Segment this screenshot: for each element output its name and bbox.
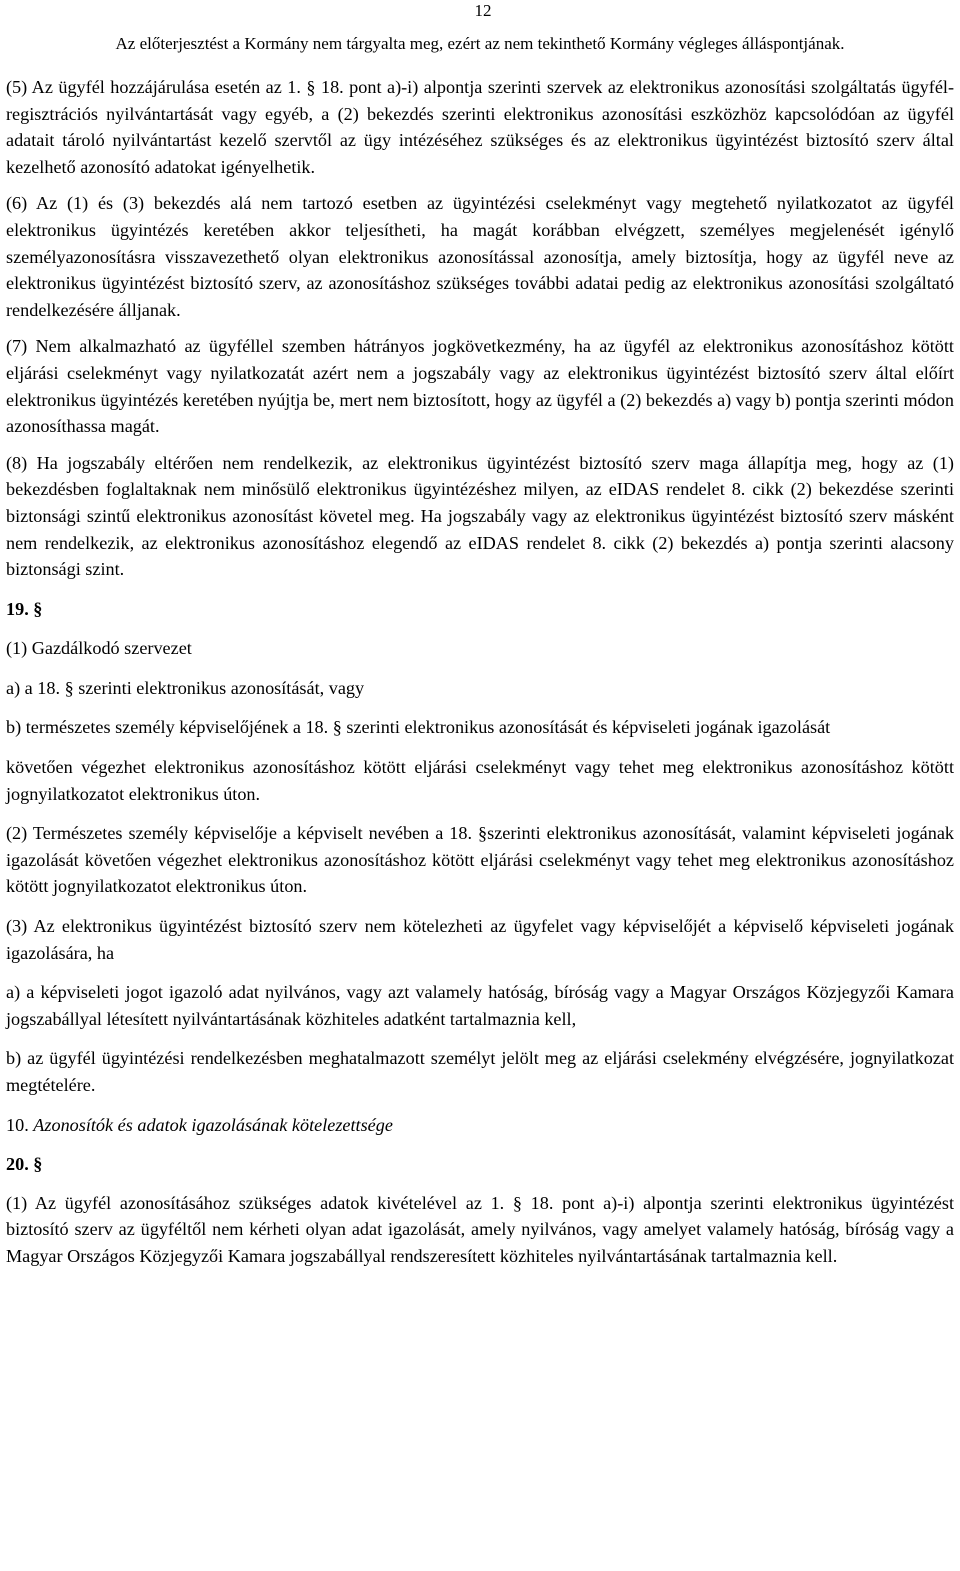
document-page xyxy=(6,0,954,1280)
section-19-paragraph-3: (3) Az elektronikus ügyintézést biztosító szerv nem kötelezheti az ügyfelet vagy képviselőjét a képviselő képviseleti jogának igazolására, ha xyxy=(6,916,954,963)
subheading-title: Azonosítók és adatok igazolásának kötelezettsége xyxy=(33,1114,393,1135)
section-19-paragraph-3-point-b: b) az ügyfél ügyintézési rendelkezésben meghatalmazott személyt jelölt meg az eljárási cselekmény elvégzésére, jognyilatkozat megtételére. xyxy=(6,1048,954,1095)
paragraph-6: (6) Az (1) és (3) bekezdés alá nem tartozó esetben az ügyintézési cselekményt vagy megtehető nyilatkozatot az ügyfél elektronikus ügyintézés keretében akkor teljesítheti, ha magát korábban elvégzett, személyes megjelenését igénylő személyazonosításra visszavezethető olyan elektronikus azonosítással azonosítja, amely biztosítja, hogy az ügyfél neve az elektronikus ügyintézést biztosító szerv, az azonosításhoz szükséges további adatai pedig az elektronikus azonosítási szolgáltató rendelkezésére álljanak. xyxy=(6,193,954,320)
section-20-number: 20. § xyxy=(6,1154,43,1175)
section-19-point-b: b) természetes személy képviselőjének a 18. § szerinti elektronikus azonosítását és képviseleti jogának igazolását xyxy=(6,717,831,738)
subheading-number: 10. xyxy=(6,1114,29,1135)
paragraph-7: (7) Nem alkalmazható az ügyféllel szemben hátrányos jogkövetkezmény, ha az ügyfél az elektronikus azonosításhoz kötött eljárási cselekményt vagy nyilatkozatát azért nem a jogszabály vagy az elektronikus ügyintézést biztosító szerv által előírt elektronikus ügyintézés keretében nyújtja be, mert nem biztosított, hogy az ügyfél a (2) bekezdés a) vagy b) pontja szerinti módon azonosíthassa magát. xyxy=(6,336,954,437)
section-19-point-a: a) a 18. § szerinti elektronikus azonosítását, vagy xyxy=(6,677,365,698)
section-19-number: 19. § xyxy=(6,598,43,619)
section-19-paragraph-3-point-a: a) a képviseleti jogot igazoló adat nyilvános, vagy azt valamely hatóság, bíróság vagy a Magyar Országos Közjegyzői Kamara jogszabállyal létesített nyilvántartásának közhiteles adatként tartalmaznia kell, xyxy=(6,982,954,1029)
section-19-paragraph-1: (1) Gazdálkodó szervezet xyxy=(6,638,192,659)
paragraph-8: (8) Ha jogszabály eltérően nem rendelkezik, az elektronikus ügyintézést biztosító szerv maga állapítja meg, hogy az (1) bekezdésben foglaltaknak nem minősülő elektronikus ügyintézéshez milyen, az eIDAS rendelet 8. cikk (2) bekezdése szerinti biztonsági szintű elektronikus azonosítást követel meg. Ha jogszabály vagy az elektronikus ügyintézést biztosító szerv másként nem rendelkezik, az elektronikus azonosításhoz elegendő az eIDAS rendelet 8. cikk (2) bekezdés a) pontja szerinti alacsony biztonsági szint. xyxy=(6,452,954,580)
header-note: Az előterjesztést a Kormány nem tárgyalta meg, ezért az nem tekinthető Kormány végleges álláspontjának. xyxy=(115,34,845,53)
paragraph-5: (5) Az ügyfél hozzájárulása esetén az 1. § 18. pont a)-i) alpontja szerinti szervek az elektronikus azonosítási szolgáltatás ügyfél-regisztrációs nyilvántartását vagy egyéb, a (2) bekezdés szerinti elektronikus azonosítási eszközhöz kapcsolódóan az ügyfél adatait tároló nyilvántartást kezelő szervtől az ügy intézéséhez szükséges és az elektronikus ügyintézést biztosító szerv által kezelhető azonosító adatokat igényelhetik. xyxy=(6,77,954,177)
section-20-paragraph-1: (1) Az ügyfél azonosításához szükséges adatok kivételével az 1. § 18. pont a)-i) alpontja szerinti elektronikus ügyintézést biztosító szerv az ügyféltől nem kérheti olyan adat igazolását, amely nyilvános, vagy amelyet valamely hatóság, bíróság vagy a Magyar Országos Közjegyzői Kamara jogszabállyal rendszeresített közhiteles nyilvántartásának tartalmaznia kell. xyxy=(6,1192,954,1266)
section-19-continuation: követően végezhet elektronikus azonosításhoz kötött eljárási cselekményt vagy tehet meg elektronikus azonosításhoz kötött jognyilatkozatot elektronikus úton. xyxy=(6,757,954,804)
section-19-paragraph-2: (2) Természetes személy képviselője a képviselt nevében a 18. §szerinti elektronikus azonosítását, valamint képviseleti jogának igazolását követően végezhet elektronikus azonosításhoz kötött eljárási cselekményt vagy tehet meg elektronikus azonosításhoz kötött jognyilatkozatot elektronikus úton. xyxy=(6,823,954,897)
subheading xyxy=(6,1112,954,1139)
page-number: 12 xyxy=(474,1,492,20)
